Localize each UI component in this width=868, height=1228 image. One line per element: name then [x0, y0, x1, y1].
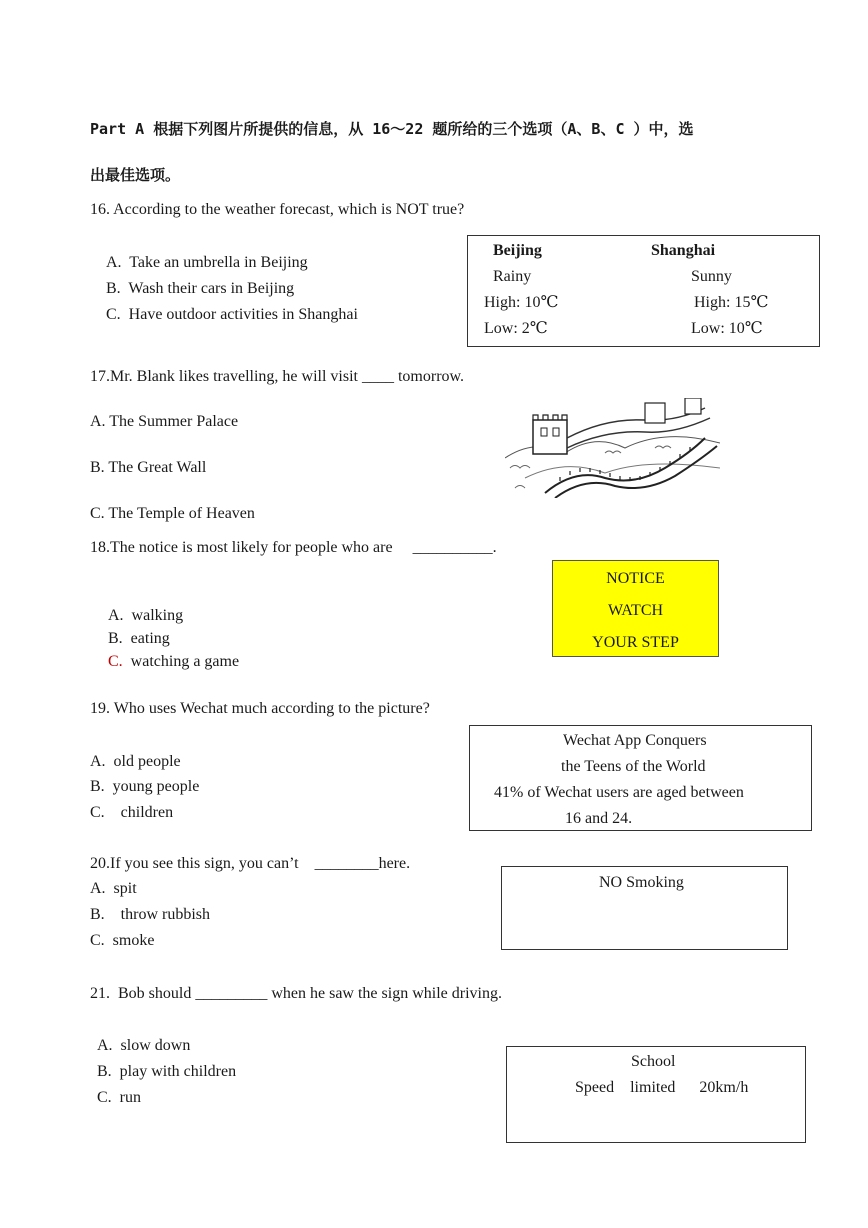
shanghai-label: Shanghai	[651, 242, 716, 259]
weather-forecast-box	[467, 235, 820, 347]
beijing-weather: Rainy	[493, 268, 532, 285]
wechat-line-3: 41% of Wechat users are aged between	[494, 784, 744, 801]
question-16: 16. According to the weather forecast, which is NOT true?	[90, 201, 465, 218]
question-17: 17.Mr. Blank likes travelling, he will visit ____ tomorrow.	[90, 368, 465, 385]
speed-limit-text: Speed limited 20km/h	[575, 1079, 749, 1096]
notice-sign	[552, 560, 719, 657]
q21-option-a: A. slow down	[97, 1037, 191, 1054]
notice-line-2: WATCH	[607, 602, 664, 619]
question-21: 21. Bob should _________ when he saw the sign while driving.	[90, 985, 502, 1002]
shanghai-low: Low: 10℃	[691, 320, 763, 337]
great-wall-image	[505, 398, 720, 498]
q16-option-c: C. Have outdoor activities in Shanghai	[106, 306, 358, 323]
q16-option-a: A. Take an umbrella in Beijing	[106, 254, 308, 271]
notice-line-1: NOTICE	[606, 570, 665, 587]
question-18: 18.The notice is most likely for people who are __________.	[90, 539, 497, 556]
shanghai-high: High: 15℃	[694, 294, 769, 311]
q19-option-c: C. children	[90, 804, 174, 821]
beijing-label: Beijing	[493, 242, 542, 259]
question-20: 20.If you see this sign, you can’t ________here.	[90, 855, 411, 872]
q20-option-a: A. spit	[90, 880, 137, 897]
wechat-line-4: 16 and 24.	[565, 810, 633, 827]
q17-option-b: B. The Great Wall	[90, 459, 207, 476]
q18-option-b: B. eating	[108, 630, 170, 647]
beijing-low: Low: 2℃	[484, 320, 548, 337]
q18-option-a: A. walking	[108, 607, 184, 624]
school-speed-sign	[506, 1046, 806, 1143]
shanghai-weather: Sunny	[691, 268, 732, 285]
notice-line-3: YOUR STEP	[592, 634, 679, 651]
wechat-line-1: Wechat App Conquers	[563, 732, 707, 749]
q20-option-b: B. throw rubbish	[90, 906, 210, 923]
q17-option-c: C. The Temple of Heaven	[90, 505, 255, 522]
q20-option-c: C. smoke	[90, 932, 155, 949]
wechat-info-box	[469, 725, 812, 831]
q18-option-c-text: watching a game	[122, 653, 240, 670]
q19-option-a: A. old people	[90, 753, 181, 770]
q21-option-c: C. run	[97, 1089, 141, 1106]
q19-option-b: B. young people	[90, 778, 200, 795]
instruction-line-1: Part A 根据下列图片所提供的信息，从 16～22 题所给的三个选项（A、B、C ）中，选	[90, 120, 694, 138]
school-sign-title: School	[631, 1053, 676, 1070]
no-smoking-sign	[501, 866, 788, 950]
question-19: 19. Who uses Wechat much according to the picture?	[90, 700, 430, 717]
beijing-high: High: 10℃	[484, 294, 559, 311]
q21-option-b: B. play with children	[97, 1063, 237, 1080]
q18-option-c: C. watching a game	[108, 653, 240, 670]
wechat-line-2: the Teens of the World	[561, 758, 706, 775]
q17-option-a: A. The Summer Palace	[90, 413, 239, 430]
instruction-line-2: 出最佳选项。	[90, 166, 181, 184]
q16-option-b: B. Wash their cars in Beijing	[106, 280, 295, 297]
no-smoking-text: NO Smoking	[599, 874, 684, 891]
